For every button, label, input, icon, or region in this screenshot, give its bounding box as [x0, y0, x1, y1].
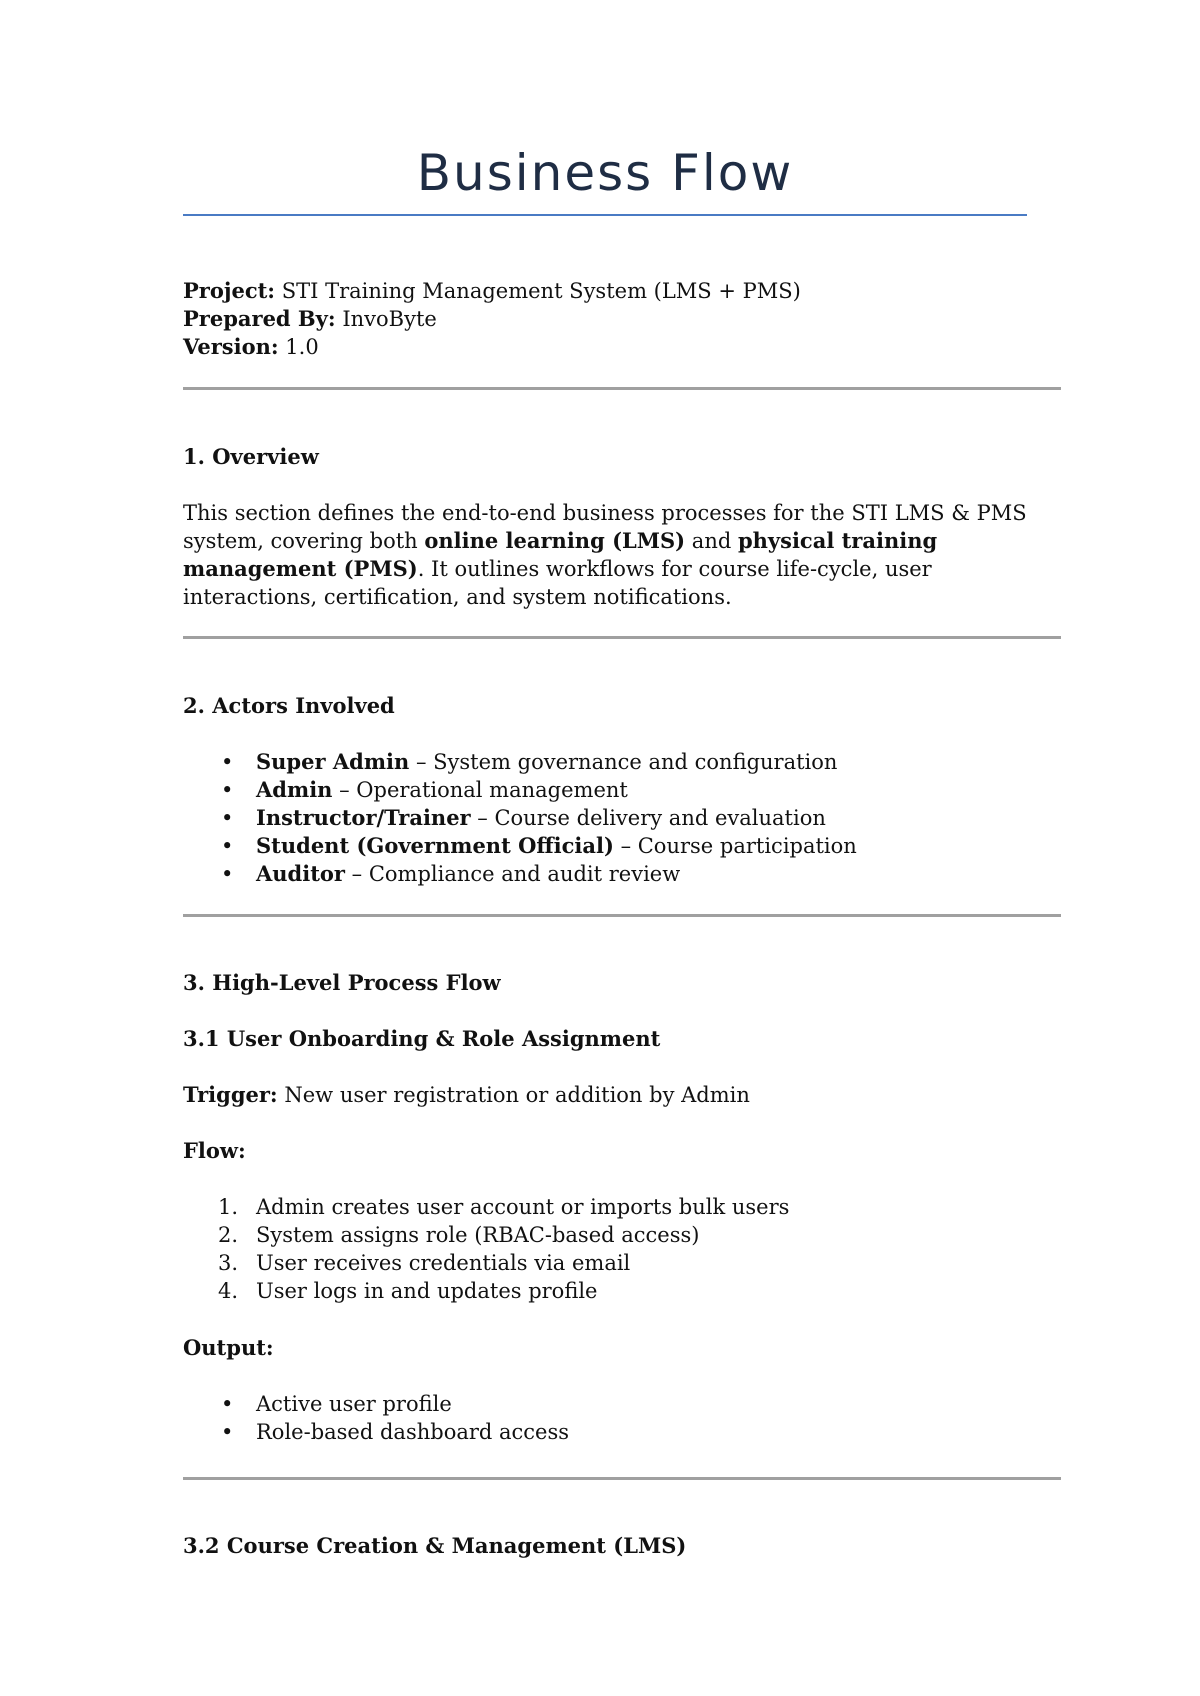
subsection-heading-3-1 [183, 1025, 660, 1053]
actor-role: Super Admin [256, 749, 410, 774]
step-number: 4. [218, 1279, 239, 1303]
title-underline [183, 214, 1027, 216]
meta-project [183, 277, 801, 305]
list-item [183, 804, 857, 832]
overview-bold-lms: online learning (LMS) [424, 528, 686, 553]
subsection-heading-3-2 [183, 1532, 686, 1560]
flow-step: User receives credentials via email [256, 1251, 631, 1275]
flow-step: System assigns role (RBAC-based access) [256, 1223, 700, 1247]
flow-label [183, 1137, 246, 1165]
flow-steps-list [183, 1193, 789, 1305]
actor-desc: – Course participation [613, 834, 857, 858]
list-item [183, 1418, 569, 1446]
bullet-icon: • [221, 750, 234, 774]
step-number: 1. [218, 1195, 239, 1219]
prepared-by-value: InvoByte [335, 307, 437, 331]
trigger-value: New user registration or addition by Admin [277, 1083, 750, 1107]
list-item [183, 1221, 789, 1249]
outputs-list [183, 1390, 569, 1446]
process-heading-text: 3. High-Level Process Flow [183, 970, 501, 995]
meta-prepared-by [183, 305, 437, 333]
flow-label-text: Flow: [183, 1138, 246, 1163]
actor-desc: – System governance and configuration [409, 750, 838, 774]
subsection-heading-text: 3.1 User Onboarding & Role Assignment [183, 1026, 661, 1051]
trigger-line [183, 1081, 750, 1109]
bullet-icon: • [221, 778, 234, 802]
overview-text-2: and [685, 529, 738, 553]
process-heading [183, 969, 501, 997]
bullet-icon: • [221, 1392, 234, 1416]
overview-heading-text: 1. Overview [183, 444, 319, 469]
list-item [183, 776, 857, 804]
bullet-icon: • [221, 1420, 234, 1444]
overview-heading [183, 443, 319, 471]
list-item [183, 1277, 789, 1305]
overview-paragraph [183, 499, 1063, 611]
output-item: Role-based dashboard access [256, 1420, 570, 1444]
actor-role: Admin [256, 777, 333, 802]
list-item [183, 860, 857, 888]
bullet-icon: • [221, 806, 234, 830]
document-title: Business Flow [416, 144, 794, 202]
project-value: STI Training Management System (LMS + PMS) [275, 279, 801, 303]
trigger-label: Trigger: [183, 1082, 278, 1107]
list-item [183, 832, 857, 860]
flow-step: Admin creates user account or imports bulk users [256, 1195, 790, 1219]
actor-role: Instructor/Trainer [256, 805, 471, 830]
actors-heading-text: 2. Actors Involved [183, 693, 395, 718]
section-divider [183, 914, 1061, 917]
flow-step: User logs in and updates profile [256, 1279, 598, 1303]
bullet-icon: • [221, 862, 234, 886]
actor-desc: – Course delivery and evaluation [470, 806, 826, 830]
actor-desc: – Compliance and audit review [345, 862, 681, 886]
section-divider [183, 387, 1061, 390]
bullet-icon: • [221, 834, 234, 858]
overview-bold-pms: physical training management (PMS) [183, 528, 938, 581]
list-item [183, 1390, 569, 1418]
subsection-heading-text: 3.2 Course Creation & Management (LMS) [183, 1533, 687, 1558]
actors-heading [183, 692, 395, 720]
actor-desc: – Operational management [332, 778, 628, 802]
list-item [183, 1249, 789, 1277]
overview-text-3: . It outlines workflows for course life-cycle, user interactions, certification, and system notifications. [183, 557, 932, 609]
output-item: Active user profile [256, 1392, 452, 1416]
output-label [183, 1334, 274, 1362]
overview-text-1: This section defines the end-to-end business processes for the STI LMS & PMS system, covering both [183, 501, 1027, 553]
list-item [183, 1193, 789, 1221]
prepared-by-label: Prepared By: [183, 306, 336, 331]
actors-list [183, 748, 857, 888]
output-label-text: Output: [183, 1335, 274, 1360]
list-item [183, 748, 857, 776]
section-divider [183, 636, 1061, 639]
project-label: Project: [183, 278, 276, 303]
actor-role: Student (Government Official) [256, 833, 614, 858]
meta-version [183, 333, 319, 361]
version-label: Version: [183, 334, 279, 359]
section-divider [183, 1477, 1061, 1480]
step-number: 2. [218, 1223, 239, 1247]
step-number: 3. [218, 1251, 239, 1275]
actor-role: Auditor [256, 861, 345, 886]
version-value: 1.0 [278, 335, 319, 359]
